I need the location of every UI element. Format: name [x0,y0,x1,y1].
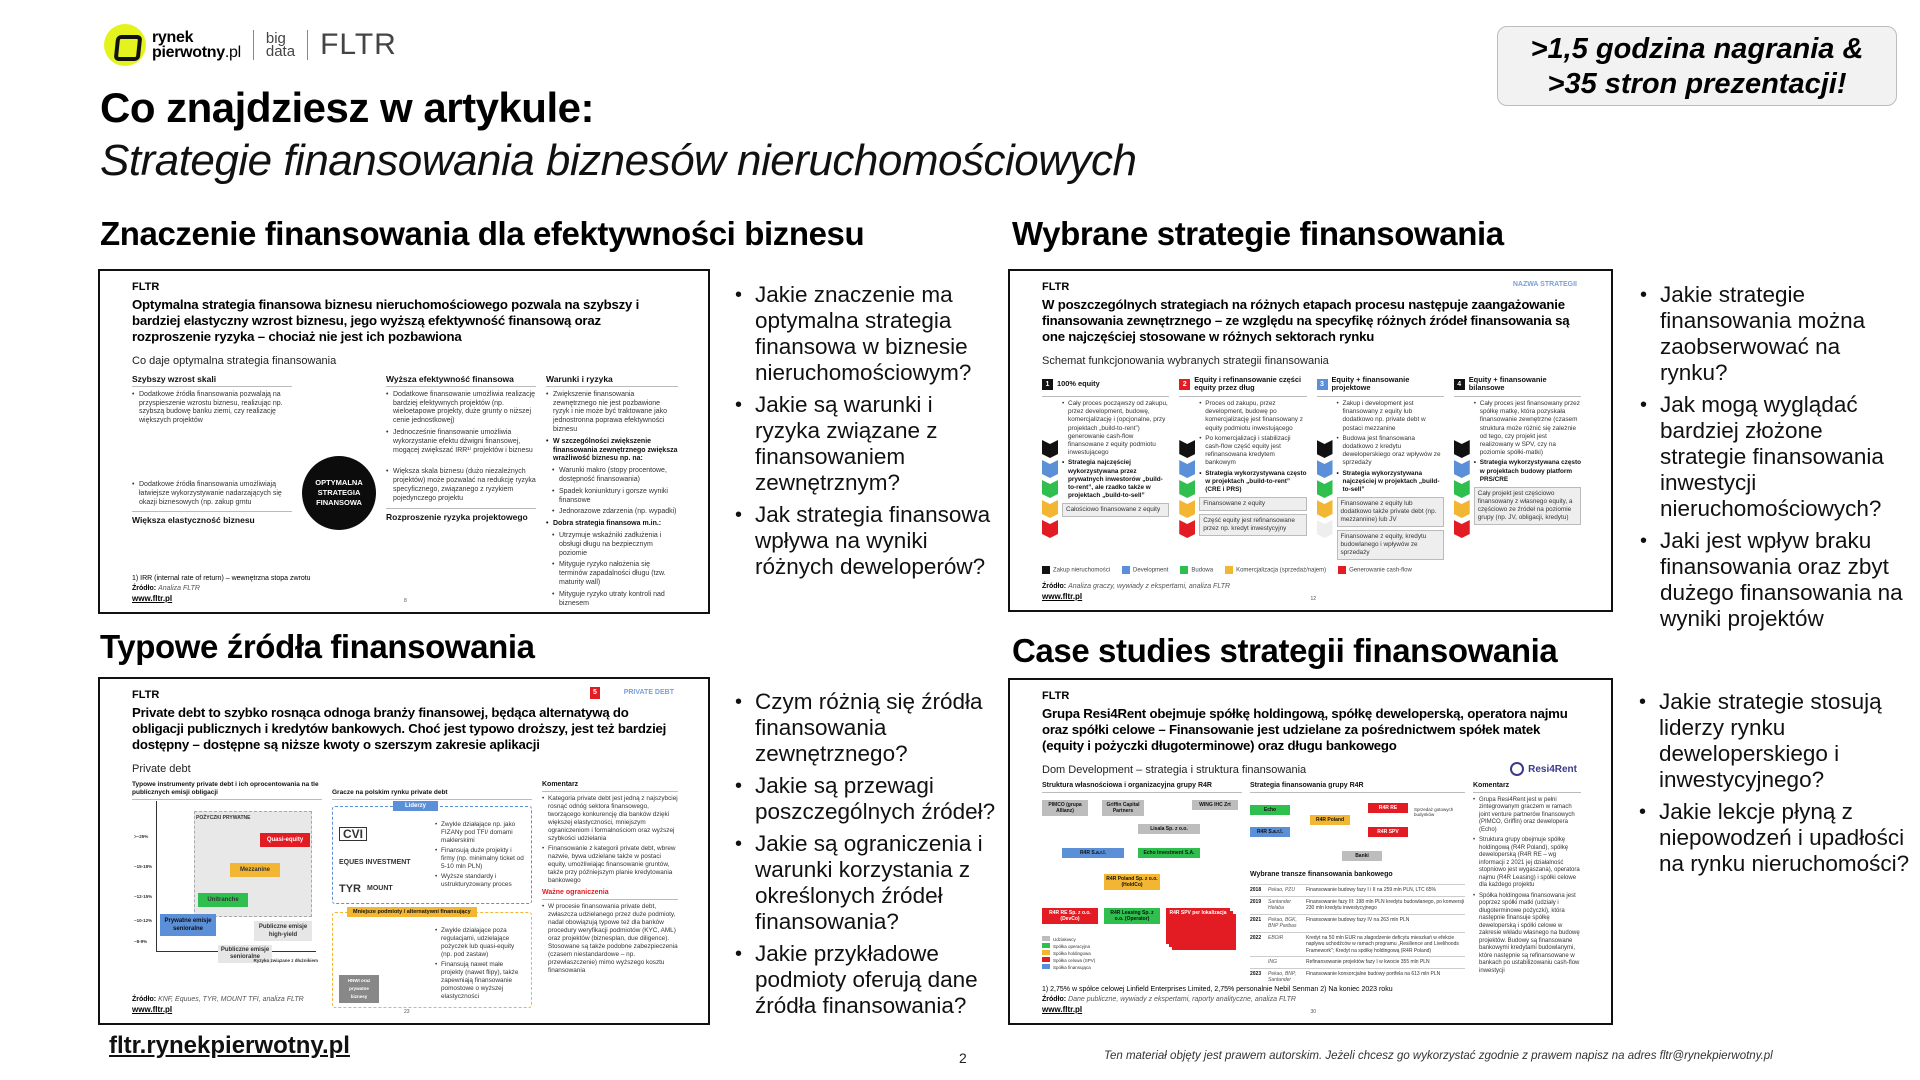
legend-swatch [1042,566,1050,574]
legend-item [1338,566,1412,574]
limits-title: Ważne ograniczenia [542,889,678,900]
tranche-row [1250,932,1465,957]
chart-tick: ~15-18% [134,864,153,869]
strategy-body [1454,400,1581,538]
source-text: Analiza FLTR [158,585,200,592]
alternative-note: • Zwykle działające poza regulacjami, udzielające pożyczek lub quasi-equity (np. pod zastaw) [435,927,525,959]
phase-chevron-icon [1042,500,1058,518]
slide-footnote: 1) 2,75% w spółce celowej Linfield Enterprises Limited, 2,75% personalnie Nebil Senman 2) Na koniec 2023 roku [1042,986,1393,993]
strategy-text [1062,400,1169,538]
tranche-banks: Santander Helaba [1268,898,1292,911]
legend-swatch [1042,943,1050,948]
source-text: Analiza graczy, wywiady z ekspertami, analiza FLTR [1068,583,1231,590]
slide-footer [1042,582,1230,602]
phase-chevrons [1454,440,1470,538]
org-node: Griffin Capital Partners [1102,800,1144,816]
legend-label: Generowanie cash-flow [1349,567,1412,574]
phase-chevron-icon [1179,500,1195,518]
leaders-box [332,803,532,904]
page-subtitle: Strategie finansowania biznesów nieruchomościowych [100,136,1137,185]
phase-chevron-icon [1317,500,1333,518]
question-item: • Jakie znaczenie ma optymalna strategia finansowa w biznesie nieruchomościowym? [733,282,1003,386]
risk-item: • Dobra strategia finansowa m.in.: [546,520,678,529]
question-item: • Jakie są przewagi poszczególnych źródeł? [733,773,1008,825]
org-node: R4R S.a.r.l. [1062,848,1124,858]
strategy-title: Equity + finansowanie projektowe [1331,374,1410,392]
phase-chevron-icon [1317,460,1333,478]
financing-strategy [1250,782,1465,986]
financing-box: Finansowane z equity [1199,497,1306,511]
financing-box: Część equity jest refinansowane przez np. kredyt inwestycyjny [1199,514,1306,536]
market-players [332,781,532,1008]
slide-www-link[interactable]: www.fltr.pl [1042,592,1083,601]
bigdata-line1: big [265,30,286,47]
question-item: • Czym różnią się źródła finansowania zewnętrznego? [733,689,1008,767]
column-title: Wyższa efektywność finansowa [386,375,536,387]
legend-label: Spółka operacyjna [1053,944,1091,949]
risk-list [546,391,678,609]
slide-headline: Optymalna strategia finansowa biznesu nieruchomościowego pozwala na szybszy i bardziej elastyczny wzrost biznesu, jego wyższą efektywność finansową oraz rozproszenie ryzyka – chociaż nie jest ich pozbawiona [132,297,640,344]
slide-page-number: 23 [404,1009,410,1015]
strategy-item: • Po komercjalizacji i stabilizacji cash-flow część equity jest refinansowana kredytem bankowym [1199,435,1306,468]
chart-y-axis [156,801,157,951]
financing-box: Finansowane z equity lub dodatkowo także private debt (np. mezzannine) lub JV [1337,497,1444,527]
strategy-item: • Strategia wykorzystywana często w projektach budowy platform PRS/CRE [1474,459,1581,484]
question-item: • Jakie są ograniczenia i warunki korzystania z określonych źródeł finansowania? [733,831,1008,935]
phase-chevron-icon [1042,440,1058,458]
slide-headline: W poszczególnych strategiach na różnych etapach procesu następuje zaangażowanie finansowania zewnętrznego – ze względu na specyfikę różnych źródeł finansowania są one najczęściej stosowane w różnych sektorach rynku [1042,297,1570,344]
strategy-header [1179,375,1306,397]
org-node: Lisala Sp. z o.o. [1138,824,1200,834]
leaders-label: Liderzy [393,801,438,811]
tyr-logo: TYR [339,883,361,895]
resi4rent-logo: Resi4Rent [1510,762,1577,776]
section-title-case-studies: Case studies strategii finansowania [1012,632,1558,669]
alternative-note: • Finansują nawet małe projekty (nawet flipy), także zapewniają finansowanie pomostowe o wyższej elastyczności [435,961,525,1001]
tranche-year [1250,959,1268,966]
slide-tag: NAZWA STRATEGII [1512,281,1577,288]
org-node: R4R SPV per lokalizacja [1166,908,1230,944]
strategy-item: • Budowa jest finansowana dodatkowo z kredytu deweloperskiego oraz wpływów ze sprzedaży [1337,435,1444,468]
comment-title: Komentarz [1473,782,1581,793]
tranche-year: 2019 [1250,898,1262,905]
risk-item: • Mityguje ryzyko nałożenia się terminów zapadalności długu (tzw. maturity wall) [552,561,678,587]
org-node: R4R RE Sp. z o.o. (DevCo) [1042,908,1098,924]
fin-node: R4R S.a.r.l. [1250,827,1290,837]
phase-chevron-icon [1317,440,1333,458]
tranche-desc: Finansowanie konsorcjalne budowy portfela na 613 mln PLN [1306,970,1441,977]
instrument-quasi-equity: Quasi-equity [260,833,310,847]
logo-rynek-suffix: .pl [224,44,241,61]
phase-chevrons [1042,440,1058,538]
column-efficiency [386,375,536,611]
financing-box: Cały projekt jest częściowo finansowany z własnego equity, a częściowo ze źródeł na poziomie grupy (np. JV, obligacji, kredytu) [1474,487,1581,525]
rynekpierwotny-logo[interactable] [104,24,241,66]
slide-www-link[interactable]: www.fltr.pl [1042,1005,1083,1014]
footer-site-link[interactable]: fltr.rynekpierwotny.pl [109,1032,350,1059]
chart-x-label: Ryzyko związane z dłużnikiem [253,958,318,963]
legend-label: Spółka finansująca [1053,965,1091,970]
slide-page-number: 12 [1310,596,1317,602]
fin-label: Sprzedaż gotowych budynków [1414,806,1454,817]
strategy-title: Equity i refinansowanie części equity przez dług [1194,374,1302,392]
legend-swatch [1225,566,1233,574]
legend-item [1042,566,1110,574]
question-item: • Jakie strategie finansowania można zaobserwować na rynku? [1638,282,1910,386]
strategy-header [1317,375,1444,397]
section-title-efficiency: Znaczenie finansowania dla efektywności biznesu [100,215,865,252]
column-item: • Jednocześnie finansowanie umożliwia wykorzystanie efektu dźwigni finansowej, mogącej zwiększać IRR¹⁾ projektów i biznesu [386,429,536,455]
slide-headline: Grupa Resi4Rent obejmuje spółkę holdingową, spółkę deweloperską, operatora najmu oraz spółki celowe – Finansowanie jest udzielane za pośrednictwem spółek matek (equity i pożyczki długoterminowe) oraz długu bankowego [1042,706,1568,753]
questions-efficiency [733,282,1003,586]
tranche-table [1250,884,1465,986]
tranche-desc: Finansowanie budowy fazy I i II na 259 mln PLN, LTC 65% [1306,887,1436,893]
leaders-note: • Wyższe standardy i ustrukturyzowany proces [435,873,525,889]
fin-node: Banki [1342,851,1382,861]
legend-label: Zakup nieruchomości [1053,567,1111,574]
page-number: 2 [959,1050,967,1066]
leaders-note: • Finansują duże projekty i firmy (np. minimalny ticket od 5-10 mln PLN) [435,847,525,871]
question-item: • Jaki jest wpływ braku finansowania oraz zbyt dużego finansowania na wyniki projektów [1638,528,1910,632]
instrument-public-high-yield: Publiczne emisje high-yield [254,921,312,941]
legend-label: Spółka celowa (SPV) [1053,958,1096,963]
column-item: • Dodatkowe finansowanie umożliwia realizację bardziej efektywnych projektów (np. wieloetapowe projekty, duże grunty o niższej cenie jednostkowej) [386,391,536,426]
resi4rent-logo-icon [1510,762,1524,776]
phase-chevrons [1179,440,1195,538]
source-label: Źródło: [132,585,157,592]
tranche-row [1250,896,1465,914]
strategy-column [1179,375,1306,560]
tranche-year: 2022 [1250,934,1262,941]
phase-chevron-icon [1179,480,1195,498]
strategy-number: 4 [1454,379,1465,390]
section-title-strategies: Wybrane strategie finansowania [1012,215,1504,252]
tranche-row [1250,884,1465,896]
strategy-text [1199,400,1306,538]
alternative-lenders-box [332,909,532,1008]
bigdata-line2: data [265,43,296,60]
phase-legend [1042,566,1581,574]
phase-chevron-icon [1454,500,1470,518]
strategy-item: • Cały proces począwszy od zakupu, przez development, budowę, komercjalizację i (opcjonalne, przy projektach „build-to-rent”) generowanie cash-flow finansowane z equity podmiotu inwestującego [1062,400,1169,457]
org-node: R4R Leasing Sp. z o.o. (Operator) [1104,908,1160,924]
org-legend-item [1042,936,1095,943]
phase-chevron-icon [1454,460,1470,478]
phase-chevron-icon [1179,460,1195,478]
strategy-columns [1042,375,1581,560]
risk-item: • Utrzymuje wskaźniki zadłużenia i obsługi długu na bezpiecznym poziomie [552,532,678,558]
slide-footer [132,995,304,1015]
instrument-private-senior: Prywatne emisje senioralne [160,914,216,936]
slide-thumbnail-sources [98,677,710,1025]
financing-box: Finansowane z equity, kredytu budowlanego i wpływów ze sprzedaży [1337,530,1444,560]
comment-item: • Spółka holdingowa finansowana jest poprzez spółki matki (udziały i długoterminowe pożyczki), która następnie finansuje spółkę deweloperską i spółki celowe w zakresie wkładu własnego na budowę projektów. Budowy są finansowane bankowymi kredytami budowlanymi, które następnie są refinansowane w bankach po ustabilizowaniu cash-flow inwestycji [1473,893,1581,976]
question-item: • Jakie strategie stosują liderzy rynku deweloperskiego i inwestycyjnego? [1637,689,1912,793]
risk-item: • Zwiększenie finansowania zewnętrznego nie jest pozbawione ryzyk i nie może być traktowane jako jednostronna poprawa efektywności biznesu [546,391,678,435]
private-debt-chart [132,781,322,971]
phase-chevron-icon [1042,520,1058,538]
slide-brand: FLTR [1042,690,1070,702]
phase-chevron-icon [1042,460,1058,478]
tranche-desc: Kredyt na 50 mln EUR na złagodzenie deficytu mieszkań w efekcie napływu uchodźców w ramach programu „Resilience and Livelihoods Framework”; Kredyt na spółkę holdingową (R4R Poland) [1306,934,1459,954]
legend-swatch [1042,964,1050,969]
leaders-logos [339,821,429,899]
badge-line1: >1,5 godzina nagrania & [1530,33,1864,65]
legend-label: Udziałowcy [1053,937,1076,942]
players-title: Gracze na polskim rynku private debt [332,789,532,800]
section-title-sources: Typowe źródła finansowania [100,628,535,665]
slide-thumbnail-strategies [1008,269,1613,612]
tranche-row [1250,914,1465,932]
slide-subheading: Dom Development – strategia i struktura finansowania [1042,764,1307,776]
financing-title: Strategia finansowania grupy R4R [1250,782,1465,793]
limits-item: • W procesie finansowania private debt, zwłaszcza udzielanego przez duże podmioty, nadal obowiązują typowe też dla banków procedury weryfikacji podmiotów (KYC, AML) oraz projektów (biznesplan, due diligence). Stosowane są także podobne zabezpieczenia (czasem niestandardowe – np. przewłaszczenie) mimo wyższego kosztu finansowania [542,903,678,975]
rynekpierwotny-logo-icon [104,24,146,66]
tranche-year: 2021 [1250,916,1262,923]
legend-label: Development [1133,567,1169,574]
comment-item: • Struktura grupy obejmuje spółkę holdingową (R4R Poland), spółkę deweloperską (R4R RE – wg informacji z 2021 jej działalność stopniowo jest wygaszana), operatora najmu (R4R Leasing) i spółki celowe dla każdego projektu [1473,837,1581,890]
phase-chevron-icon [1454,440,1470,458]
badge-line2: >35 stron prezentacji! [1547,68,1847,100]
question-item: • Jakie są warunki i ryzyka związane z finansowaniem zewnętrznym? [733,392,1003,496]
org-legend-item [1042,957,1095,964]
tranche-year: 2018 [1250,887,1262,893]
org-legend-item [1042,964,1095,971]
strategy-header [1454,375,1581,397]
slide-brand: FLTR [132,689,160,701]
column-risks [546,375,678,611]
strategy-column [1042,375,1169,560]
questions-case-studies [1637,689,1912,883]
chart-tick: ~8-9% [134,939,148,944]
header-logos [104,22,397,68]
tranche-desc: Finansowanie budowy fazy IV na 263 mln PLN [1306,916,1410,923]
alternative-lenders-label: Mniejsze podmioty / alternatywni finansujący [347,907,477,917]
chart-tick: >~25% [134,834,149,839]
slide-subheading: Private debt [132,763,191,775]
slide-thumbnail-efficiency [98,269,710,614]
strategy-text [1337,400,1444,560]
org-node: PIMCO (grupa Allianz) [1042,800,1088,816]
eques-logo: EQUES INVESTMENT [339,859,411,866]
chart-title: Typowe instrumenty private debt i ich oprocentowania na tle publicznych emisji obligacji [132,781,322,800]
strategy-item: • Strategia wykorzystywana często w projektach „build-to-rent” (CRE i PRS) [1199,470,1306,495]
tranche-banks: Pekao, BNP, Santander [1268,970,1296,983]
tranche-desc: Refinansowanie projektów fazy I w kwocie 355 mln PLN [1306,959,1430,965]
tranche-banks: Pekao, BGK, BNP Paribas [1268,916,1297,929]
fin-node: R4R RE [1368,803,1408,813]
source-text: Dane publiczne, wywiady z ekspertami, raporty analityczne, analiza FLTR [1068,996,1296,1003]
tranche-row [1250,956,1465,968]
copyright-notice: Ten materiał objęty jest prawem autorskim. Jeżeli chcesz go wykorzystać zgodnie z prawem napisz na adres fltr@rynekpierwotny.pl [1104,1050,1773,1062]
strategy-number: 3 [1317,379,1328,390]
legend-item [1180,566,1213,574]
strategy-column [1454,375,1581,560]
recording-badge [1497,26,1897,106]
strategy-number: 1 [1042,379,1053,390]
strategy-text [1474,400,1581,538]
phase-chevron-icon [1454,480,1470,498]
question-item: • Jakie lekcje płyną z niepowodzeń i upadłości na rynku nieruchomości? [1637,799,1912,877]
risk-item: • Jednorazowe zdarzenia (np. wypadki) [552,508,678,517]
fltr-logo: FLTR [320,28,397,61]
strategy-header [1042,375,1169,397]
slide-www-link[interactable]: www.fltr.pl [132,594,173,603]
comment-title: Komentarz [542,781,678,792]
slide-www-link[interactable]: www.fltr.pl [132,1005,173,1014]
slide-brand: FLTR [1042,281,1070,293]
slide-footer [1042,985,1393,1015]
strategy-item: • Cały proces jest finansowany przez spółkę matkę, która pozyskała finansowanie zewnętrzne (czasem struktura może różnić się zależnie od tego, czy projekt jest realizowany w SPV, czy na poziomie spółki-matki) [1474,400,1581,457]
question-item: • Jak mogą wyglądać bardziej złożone strategie finansowania inwestycji nieruchomościowych? [1638,392,1910,522]
instrument-public-senior: Publiczne emisje senioralne [218,945,272,963]
slide-brand: FLTR [132,281,160,293]
org-legend-item [1042,950,1095,957]
legend-label: Komercjalizacja (sprzedaż/najem) [1236,567,1327,574]
tranche-banks: EBOiR [1268,934,1284,941]
column-title: Rozproszenie ryzyka projektowego [386,508,536,524]
contact-email-link[interactable]: fltr@rynekpierwotny.pl [1659,1050,1773,1062]
legend-label: Budowa [1191,567,1214,574]
tranche-row [1250,968,1465,986]
chart-tick: ~10-12% [134,918,153,923]
legend-swatch [1042,950,1050,955]
phase-chevron-icon [1317,480,1333,498]
slide-headline: Private debt to szybko rosnąca odnoga branży finansowej, będąca alternatywą do obligacji publicznych i kredytów bankowych. Choć jest typowo droższy, jest też bardziej dostępny – dostępne są niższe kwoty o szerszym zakresie aplikacji [132,705,667,752]
risk-item: • W szczególności zwiększenie finansowania zewnętrznego zwiększa wrażliwość biznesu np. na: [546,438,678,464]
phase-chevron-icon [1042,480,1058,498]
logo-divider [307,30,308,60]
org-node: R4R Poland Sp. z o.o. (HoldCo) [1104,874,1160,890]
private-debt-comment [542,781,678,1008]
column-title: Szybszy wzrost skali [132,375,292,387]
ownership-structure [1042,782,1242,982]
legend-swatch [1338,566,1346,574]
slide-thumbnail-case-studies [1008,678,1613,1025]
legend-swatch [1042,957,1050,962]
financing-box: Całościowo finansowane z equity [1062,503,1169,517]
org-node: WING IHC Zrt [1192,800,1238,810]
question-item: • Jak strategia finansowa wpływa na wyniki różnych deweloperów? [733,502,1003,580]
strategy-item: • Strategia najczęściej wykorzystywana przez prywatnych inwestorów „build-to-rent”, ale rzadko także w projektach „build-to-sell” [1062,459,1169,500]
slide-page-number: 30 [1310,1009,1317,1015]
source-label: Źródło: [132,996,157,1003]
source-label: Źródło: [1042,583,1067,590]
column-title: Warunki i ryzyka [546,375,678,387]
private-debt-content [132,781,678,1008]
tranche-year: 2023 [1250,970,1262,977]
slide-footer [132,574,311,604]
optimal-strategy-circle: OPTYMALNA STRATEGIA FINANSOWA [302,456,376,530]
phase-chevron-icon [1317,520,1333,538]
questions-strategies [1638,282,1910,638]
fin-node: R4R Poland [1310,815,1350,825]
questions-sources [733,689,1008,1025]
chart-tick: ~12-15% [134,894,153,899]
tranche-banks: ING [1268,959,1277,965]
org-legend [1042,936,1095,971]
question-item: • Jakie przykładowe podmioty oferują dane źródła finansowania? [733,941,1008,1019]
strategy-body [1042,400,1169,538]
logo-rynek-line1: rynek [152,29,194,46]
leaders-note: • Zwykle działające np. jako FIZANy pod TFI/ domami maklerskimi [435,821,525,845]
fin-node: R4R SPV [1368,827,1408,837]
strategy-column [1317,375,1444,560]
page-title: Co znajdziesz w artykule: [100,84,594,131]
legend-item [1122,566,1168,574]
financing-diagram [1250,797,1465,867]
comment-item: • Finansowanie z kategorii private debt, wbrew nazwie, bywa udzielane także w postaci equity, umożliwiając finansowanie gruntów, także przy późniejszym planie kredytowania bankowego [542,845,678,885]
comment-item: • Grupa Resi4Rent jest w pełni zintegrowanym graczem w ramach joint venture partnerów finansowych (PIMCO, Griffin) oraz dewelopera (Echo) [1473,797,1581,835]
bigdata-logo [266,32,295,58]
legend-swatch [1122,566,1130,574]
column-title: Większa elastyczność biznesu [132,511,292,527]
strategy-title: Equity + finansowanie bilansowe [1468,374,1547,392]
source-label: Źródło: [1042,996,1067,1003]
phase-chevrons [1317,440,1333,560]
slide-tag: PRIVATE DEBT [623,689,674,696]
case-study-comment [1473,782,1581,986]
case-study-content [1042,782,1581,986]
phase-chevron-icon [1179,520,1195,538]
strategy-body [1317,400,1444,560]
legend-swatch [1180,566,1188,574]
legend-item [1225,566,1326,574]
strategy-item: • Proces od zakupu, przez development, budowę po komercjalizację jest finansowany z equity podmiotu inwestującego [1199,400,1306,433]
phase-chevron-icon [1179,440,1195,458]
mount-logo: MOUNT [367,885,393,892]
tranches-title: Wybrane transze finansowania bankowego [1250,870,1393,878]
hnwi-caption: HNWI oraz prywatne biznesy [339,975,379,1003]
risk-item: • Mityguje ryzyko utraty kontroli nad biznesem [552,591,678,609]
slide-subheading: Co daje optymalna strategia finansowania [132,355,337,367]
risk-item: • Warunki makro (stopy procentowe, dostępność finansowania) [552,467,678,485]
comment-item: • Kategoria private debt jest jedną z najszybciej rosnąć odnóg sektora finansowego, tworzącego konkurencję dla banków dzięki większej elastyczności, mniejszym ograniczeniom i formalnościom oraz wyższej szybkości udzielania [542,795,678,843]
source-text: KNF, Equues, TYR, MOUNT TFI, analiza FLTR [158,996,304,1003]
instrument-unitranche: Unitranche [198,893,248,907]
strategy-number: 2 [1179,379,1190,390]
strategy-body [1179,400,1306,538]
strategy-item: • Strategia wykorzystywana najczęściej w projektach „build-to-sell” [1337,470,1444,495]
slide-subheading: Schemat funkcjonowania wybranych strategii finansowania [1042,355,1329,367]
slide-page-number: 8 [404,598,407,604]
column-item: • Dodatkowe źródła finansowania pozwalają na przyspieszenie wzrostu biznesu, realizując np. szybszą budowę banku ziemi, czy realizację większych projektów [132,391,292,426]
logo-rynek-line2: pierwotny [152,44,225,61]
strategy-title: 100% equity [1057,378,1100,388]
legend-swatch [1042,936,1050,941]
cvi-logo: CVI [339,827,367,841]
phase-chevron-icon [1454,520,1470,538]
structure-title: Struktura własnościowa i organizacyjna grupy R4R [1042,782,1242,793]
instrument-mezzanine: Mezzanine [230,863,280,877]
org-node: Echo Investment S.A. [1138,848,1200,858]
logo-divider [253,30,254,60]
fin-node: Echo [1250,805,1290,815]
strategy-item: • Zakup i development jest finansowany z equity lub dodatkowo np. private debt w postaci mezzanine [1337,400,1444,433]
legend-label: Spółka holdingowa [1053,951,1091,956]
tranche-banks: Pekao, PZU [1268,887,1295,893]
slide-section-number: 5 [590,687,600,699]
tranche-desc: Finansowanie fazy III: 198 mln PLN kredytu budowlanego, po konwersji 230 mln kredytu inwestycyjnego [1306,898,1465,911]
risk-item: • Spadek koniunktury i gorsze wyniki finansowe [552,488,678,506]
org-legend-item [1042,943,1095,950]
column-item: • Większa skala biznesu (dużo niezależnych projektów) może pozwalać na redukcję ryzyka specyficznego, związanego z ryzykiem pojedynczego projektu [386,468,536,503]
column-item: • Dodatkowe źródła finansowania umożliwiają łatwiejsze wykorzystywanie nadarzających się okazji biznesowych (np. zakup grntu [132,481,292,507]
slide-footnote: 1) IRR (internal rate of return) – wewnętrzna stopa zwrotu [132,575,311,582]
private-loans-label: POŻYCZKI PRYWATNE [196,815,251,821]
